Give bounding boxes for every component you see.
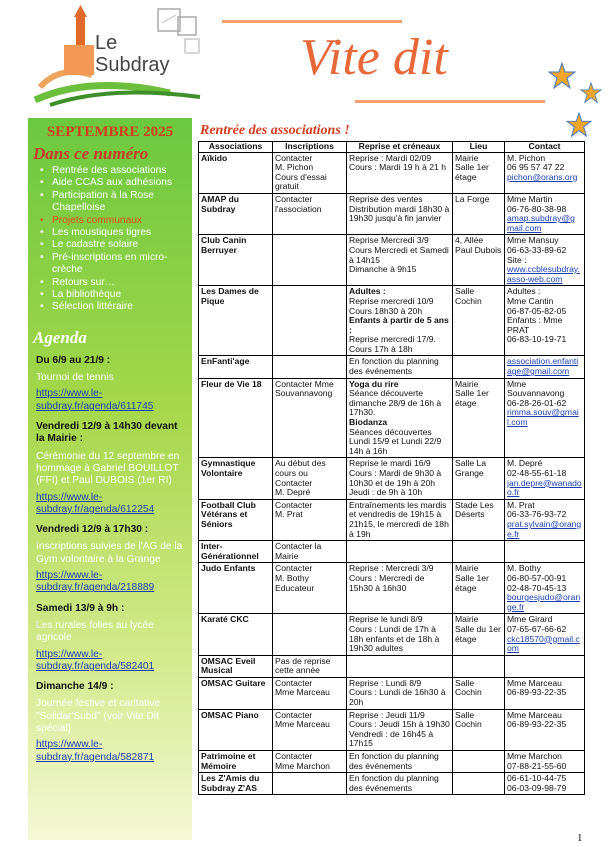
table-row (199, 499, 585, 540)
cell-line: Salle 1er étage (455, 572, 489, 593)
contact-cell (505, 677, 585, 709)
sun-icon (548, 62, 576, 90)
cell-line: 06-28-26-01-62 (507, 397, 567, 408)
contact-email-link[interactable]: amap.subdray@gmail.com (507, 213, 575, 233)
cell-line: Reprise mercredi 10/9 (349, 295, 434, 306)
contact-cell (505, 356, 585, 378)
cell-line: Cours : Lundi de 17h à 18h enfants et de 18h à 19h30 adultes (349, 623, 440, 654)
cell-line: Cours Mercredi et Samedi à 14h15 (349, 244, 449, 265)
cell-line: 06-63-33-89-62 (507, 244, 567, 255)
lieu-cell (453, 193, 505, 234)
cell-line: M. Pichon (275, 162, 314, 173)
contact-cell (505, 655, 585, 677)
cell-line: Mme Marceau (507, 677, 562, 688)
agenda-link[interactable]: https://www.le-subdray.fr/agenda/582401 (36, 648, 155, 672)
cell-line: Mme Marceau (507, 709, 562, 720)
cell-line: Salle La Grange (455, 458, 487, 478)
page-title: Vite dit (300, 29, 448, 86)
cell-line: 4, Allée Paul Dubois (455, 235, 502, 255)
cell-line: 06-33-76-93-72 (507, 509, 567, 520)
table-row (199, 563, 585, 614)
agenda-title: Les rurales folies au lycée agricole (36, 619, 154, 644)
cell-line: M. Prat (507, 499, 535, 510)
contact-email-link[interactable]: prat.sylvain@orange.fr (507, 518, 582, 539)
cell-line: 06 95 57 47 22 (507, 162, 565, 173)
cell-line: Reprise le lundi 8/9 (349, 614, 423, 625)
creneaux-cell (347, 677, 453, 709)
cell-line: M. Depré (507, 458, 543, 469)
logo-line-2: Subdray (95, 54, 170, 76)
cell-line: 06-80-57-00-91 (507, 572, 567, 583)
table-row (199, 235, 585, 286)
cell-line: Salle Cochin (455, 677, 482, 698)
table-row (199, 541, 585, 563)
agenda-link[interactable]: https://www.le-subdray.fr/agenda/611745 (36, 388, 154, 412)
contact-cell (505, 378, 585, 458)
contact-cell (505, 235, 585, 286)
lieu-cell (453, 773, 505, 795)
cell-line: Vendredi : de 16h45 à 17h15 (349, 728, 434, 749)
contact-cell (505, 286, 585, 356)
inscriptions-cell (273, 773, 347, 795)
creneaux-cell (347, 751, 453, 773)
inscriptions-cell (273, 499, 347, 540)
cell-line: Séance découverte dimanche 28/9 de 16h à 17h30. (349, 388, 442, 418)
cell-line: Salle 1er étage (455, 388, 489, 408)
agenda-item (36, 603, 187, 673)
sun-icon (566, 112, 592, 138)
creneaux-cell (347, 356, 453, 378)
creneaux-cell (347, 378, 453, 458)
cell-line: Dimanche à 9h15 (349, 264, 417, 275)
cell-line: Contacter (275, 563, 313, 574)
cell-line: Reprise : Lundi 8/9 (349, 677, 422, 688)
inscriptions-cell (273, 458, 347, 499)
inscriptions-cell (273, 541, 347, 563)
inscriptions-cell (273, 235, 347, 286)
association-name: AMAP du Subdray (199, 193, 273, 234)
associations-table (198, 141, 585, 795)
cell-line: 06-03-09-98-79 (507, 782, 567, 793)
agenda-link[interactable]: https://www.le-subdray.fr/agenda/218889 (36, 570, 155, 594)
cell-line: Enfants : Mme PRAT (507, 315, 563, 335)
association-name: Karaté CKC (199, 614, 273, 655)
contact-cell (505, 563, 585, 614)
cell-line: En fonction du planning des événements (349, 773, 439, 793)
cell-line: Reprise des ventes (349, 193, 423, 204)
cell-line: Mme Girard (507, 614, 553, 625)
cell-line: Cours : Lundi de 16h30 à 20h (349, 687, 446, 708)
cell-line: Reprise mercredi 17/9. (349, 334, 436, 345)
contact-email-link[interactable]: www.ccblesubdray.asso-web.com (507, 264, 580, 284)
cell-line: 02-48-70-45-13 (507, 582, 567, 593)
cell-line: Mme Souvannavong (507, 378, 565, 399)
lieu-cell (453, 563, 505, 614)
col-header-creneaux: Reprise et créneaux (347, 142, 453, 153)
issue-month: SEPTEMBRE 2025 (46, 124, 174, 140)
cell-line: 06-61-10-44-75 (507, 773, 567, 784)
contact-email-link[interactable]: bourgesjudo@orange.fr (507, 592, 581, 612)
inscriptions-cell (273, 193, 347, 234)
contents-item[interactable]: • Rentrée des associations (36, 165, 188, 177)
page-number: 1 (577, 832, 583, 844)
contact-cell (505, 193, 585, 234)
table-row (199, 356, 585, 378)
lieu-cell (453, 709, 505, 750)
cell-line: Cours d'essai gratuit (275, 171, 327, 192)
cell-line: Reprise : Jeudi 11/9 (349, 709, 425, 720)
association-name: Judo Enfants (199, 563, 273, 614)
cell-line: Cours : Jeudi 15h à 19h30 (349, 719, 450, 730)
contact-email-link[interactable]: ckc18570@gmail.com (507, 633, 580, 654)
sun-icon (580, 82, 602, 104)
cell-line: 06-83-10-19-71 (507, 334, 567, 345)
contents-item[interactable]: • Le cadastre solaire (36, 239, 188, 251)
contact-cell (505, 709, 585, 750)
cell-line: Contacter (275, 152, 313, 163)
lieu-cell (453, 499, 505, 540)
contact-cell (505, 541, 585, 563)
association-name: Football Club Vétérans et Séniors (199, 499, 273, 540)
cell-line: 06-89-93-22-35 (507, 687, 567, 698)
cell-line: Mme Cantin (507, 295, 554, 306)
inscriptions-cell (273, 286, 347, 356)
lieu-cell (453, 751, 505, 773)
cell-line: Pas de reprise cette année (275, 655, 331, 676)
contents-item[interactable]: • Les moustiques tigres (36, 227, 188, 239)
inscriptions-cell (273, 655, 347, 677)
cell-line: Mme Marchon (275, 760, 330, 771)
cell-line: M. Bothy (275, 572, 309, 583)
agenda-date: Vendredi 12/9 à 17h30 : (36, 524, 149, 536)
cell-line: Reprise le mardi 16/9 (349, 458, 431, 469)
table-row (199, 709, 585, 750)
creneaux-cell (347, 499, 453, 540)
agenda-title: Cérémonie du 12 septembre en hommage à Gabriel BOUILLOT (FFI) et Paul DUBOIS (1er RI) (36, 450, 180, 487)
association-name: EnFanti'age (199, 356, 273, 378)
cell-line: Stade Les Déserts (455, 499, 494, 520)
cell-line: Mairie (455, 152, 479, 163)
association-name: Club Canin Berruyer (199, 235, 273, 286)
table-header-row (199, 142, 585, 153)
lieu-cell (453, 458, 505, 499)
cell-line: Reprise : Mardi 02/09 (349, 152, 432, 163)
contact-cell (505, 751, 585, 773)
association-name: Inter-Générationnel (199, 541, 273, 563)
association-name: OMSAC Guitare (199, 677, 273, 709)
association-name: Gymnastique Volontaire (199, 458, 273, 499)
table-row (199, 614, 585, 655)
cell-line: Mme Martin (507, 193, 553, 204)
inscriptions-cell (273, 356, 347, 378)
creneaux-cell (347, 709, 453, 750)
col-header-lieu: Lieu (453, 142, 505, 153)
cell-line: M. Depré (275, 487, 311, 498)
cell-line: Cours : Mercredi de 15h30 à 16h30 (349, 572, 425, 593)
cell-line: 06-87-05-82-05 (507, 305, 567, 316)
table-row (199, 152, 585, 193)
cell-line: Educateur (275, 582, 315, 593)
lieu-cell (453, 541, 505, 563)
cell-line: Reprise : Mercredi 3/9 (349, 563, 434, 574)
cell-line: Contacter (275, 477, 313, 488)
table-row (199, 773, 585, 795)
lieu-cell (453, 378, 505, 458)
table-row (199, 655, 585, 677)
inscriptions-cell (273, 677, 347, 709)
inscriptions-cell (273, 709, 347, 750)
col-header-contact: Contact (505, 142, 585, 153)
cell-line: Contacter la Mairie (275, 541, 322, 561)
lieu-cell (453, 152, 505, 193)
creneaux-cell (347, 458, 453, 499)
cell-line: Biodanza (349, 417, 388, 428)
creneaux-cell (347, 152, 453, 193)
contact-email-link[interactable]: association.enfantiage@gmail.com (507, 356, 579, 377)
cell-line: En fonction du planning des événements (349, 356, 439, 377)
cell-line: Cours 18h30 à 20h (349, 305, 423, 316)
cell-line: La Forge (455, 193, 490, 204)
cell-line: Cours 17h à 18h (349, 343, 413, 354)
contact-cell (505, 773, 585, 795)
association-name: Les Dames de Pique (199, 286, 273, 356)
agenda-item (36, 524, 187, 594)
cell-line: En fonction du planning des événements (349, 751, 439, 771)
inscriptions-cell (273, 614, 347, 655)
agenda-item (36, 355, 187, 413)
table-row (199, 677, 585, 709)
creneaux-cell (347, 773, 453, 795)
agenda-title: Inscriptions suivies de l'AG de la Gym volontaire à la Grange (36, 541, 183, 565)
cell-line: Salle Cochin (455, 709, 482, 730)
agenda-date: Du 6/9 au 21/9 : (36, 354, 111, 366)
cell-line: 07-65-67-66-62 (507, 623, 567, 634)
cell-line: M. Pichon (507, 152, 546, 163)
lieu-cell (453, 235, 505, 286)
cell-line: Contacter (275, 709, 313, 720)
association-name: OMSAC Piano (199, 709, 273, 750)
table-row (199, 458, 585, 499)
cell-line: M. Prat (275, 509, 303, 520)
cell-line: 06-89-93-22-35 (507, 719, 567, 730)
cell-line: 06-76-80-38-98 (507, 203, 567, 214)
section-title: Rentrée des associations ! (200, 123, 350, 138)
title-line-bottom (355, 100, 545, 103)
agenda-title: Tournoi de tennis (36, 372, 114, 384)
cell-line: Site : (507, 254, 527, 265)
cell-line: M. Bothy (507, 563, 541, 574)
cell-line: l'association (275, 203, 322, 214)
creneaux-cell (347, 655, 453, 677)
contents-item[interactable]: • Projets communaux (36, 215, 188, 227)
contents-item[interactable]: • Pré-inscriptions en micro-crèche (36, 252, 188, 277)
agenda-heading: Agenda (33, 327, 87, 347)
contact-cell (505, 152, 585, 193)
agenda-item (36, 681, 187, 764)
cell-line: Contacter (275, 193, 313, 204)
title-line-top (222, 20, 402, 23)
table-row (199, 286, 585, 356)
inscriptions-cell (273, 152, 347, 193)
inscriptions-cell (273, 563, 347, 614)
creneaux-cell (347, 193, 453, 234)
contact-cell (505, 499, 585, 540)
col-header-associations: Associations (199, 142, 273, 153)
sidebar (28, 118, 192, 840)
table-row (199, 193, 585, 234)
cell-line: Au début des cours ou (275, 458, 326, 478)
table-row (199, 378, 585, 458)
cell-line: Contacter Mme Souvannavong (275, 378, 334, 399)
cell-line: Mme Mansuy (507, 235, 559, 246)
col-header-inscriptions: Inscriptions (273, 142, 347, 153)
cell-line: Yoga du rire (349, 378, 399, 389)
cell-line: 02-48-55-61-18 (507, 468, 567, 478)
association-name: OMSAC Eveil Musical (199, 655, 273, 677)
contents-item[interactable]: • Aide CCAS aux adhésions (36, 177, 188, 189)
cell-line: Jeudi : de 9h à 10h (349, 487, 423, 498)
cell-line: Salle Cochin (455, 286, 482, 306)
cell-line: Enfants à partir de 5 ans : (349, 315, 449, 335)
agenda-title: Journée festive et caritative "Solidar'Subd" (voir Vite Dit spécial) (36, 698, 161, 734)
creneaux-cell (347, 614, 453, 655)
cell-line: Mme Marceau (275, 719, 330, 730)
cell-line: Adultes : (349, 286, 386, 297)
lieu-cell (453, 286, 505, 356)
contents-item[interactable]: • Sélection littéraire (36, 301, 188, 313)
cell-line: Cours : Mardi de 9h30 à 10h30 et de 19h à 20h (349, 468, 442, 488)
table-row (199, 751, 585, 773)
cell-line: Mairie (455, 614, 479, 625)
agenda-list (28, 355, 192, 764)
cell-line: Mme Marchon (507, 751, 562, 762)
lieu-cell (453, 677, 505, 709)
contact-cell (505, 614, 585, 655)
cell-line: 07-88-21-55-60 (507, 760, 567, 771)
creneaux-cell (347, 541, 453, 563)
contents-list (28, 165, 192, 314)
logo-text (95, 32, 170, 76)
cell-line: Contacter (275, 751, 313, 762)
contents-item[interactable]: • Retours sur… (36, 277, 188, 289)
lieu-cell (453, 655, 505, 677)
agenda-item (36, 421, 187, 516)
cell-line: Mairie (455, 378, 479, 389)
cell-line: Salle 1er étage (455, 162, 489, 182)
agenda-date: Dimanche 14/9 : (36, 681, 114, 693)
lieu-cell (453, 356, 505, 378)
association-name: Aïkido (199, 152, 273, 193)
agenda-date: Vendredi 12/9 à 14h30 devant la Mairie : (36, 421, 178, 445)
agenda-date: Samedi 13/9 à 9h : (36, 602, 125, 614)
cell-line: Séances découvertes Lundi 15/9 et Lundi 22/9 14h à 16h (349, 426, 442, 456)
cell-line: Contacter (275, 499, 313, 510)
cell-line: Mairie (455, 563, 479, 574)
cell-line: Cours : Mardi 19 h à 21 h (349, 162, 446, 173)
creneaux-cell (347, 563, 453, 614)
cell-line: Reprise Mercredi 3/9 (349, 235, 429, 246)
cell-line: Entraînements les mardis et vendredis de 19h15 à 21h15, le mercredi de 18h à 19h (349, 499, 449, 539)
contents-item[interactable]: • La bibliothèque (36, 289, 188, 301)
contents-item[interactable]: • Participation à la Rose Chapelloise (36, 190, 188, 215)
contact-cell (505, 458, 585, 499)
creneaux-cell (347, 286, 453, 356)
cell-line: Adultes : (507, 286, 541, 297)
inscriptions-cell (273, 751, 347, 773)
agenda-link[interactable]: https://www.le-subdray.fr/agenda/612254 (36, 491, 155, 515)
contact-email-link[interactable]: rimma.souv@gmail.com (507, 407, 579, 428)
cell-line: Salle du 1er étage (455, 623, 501, 644)
cell-line: Distribution mardi 18h30 à 19h30 jusqu'à fin janvier (349, 203, 450, 224)
cell-line: Mme Marceau (275, 687, 330, 698)
contents-heading: Dans ce numéro (33, 144, 149, 163)
cell-line: Contacter (275, 677, 313, 688)
lieu-cell (453, 614, 505, 655)
association-name: Fleur de Vie 18 (199, 378, 273, 458)
agenda-link[interactable]: https://www.le-subdray.fr/agenda/582871 (36, 739, 155, 763)
contact-email-link[interactable]: pichon@orans.org (507, 171, 578, 182)
creneaux-cell (347, 235, 453, 286)
association-name: Les Z'Amis du Subdray Z'AS (199, 773, 273, 795)
association-name: Patrimoine et Mémoire (199, 751, 273, 773)
inscriptions-cell (273, 378, 347, 458)
contact-email-link[interactable]: jan.depre@wanadoo.fr (507, 477, 582, 498)
logo-line-1: Le (95, 32, 118, 54)
